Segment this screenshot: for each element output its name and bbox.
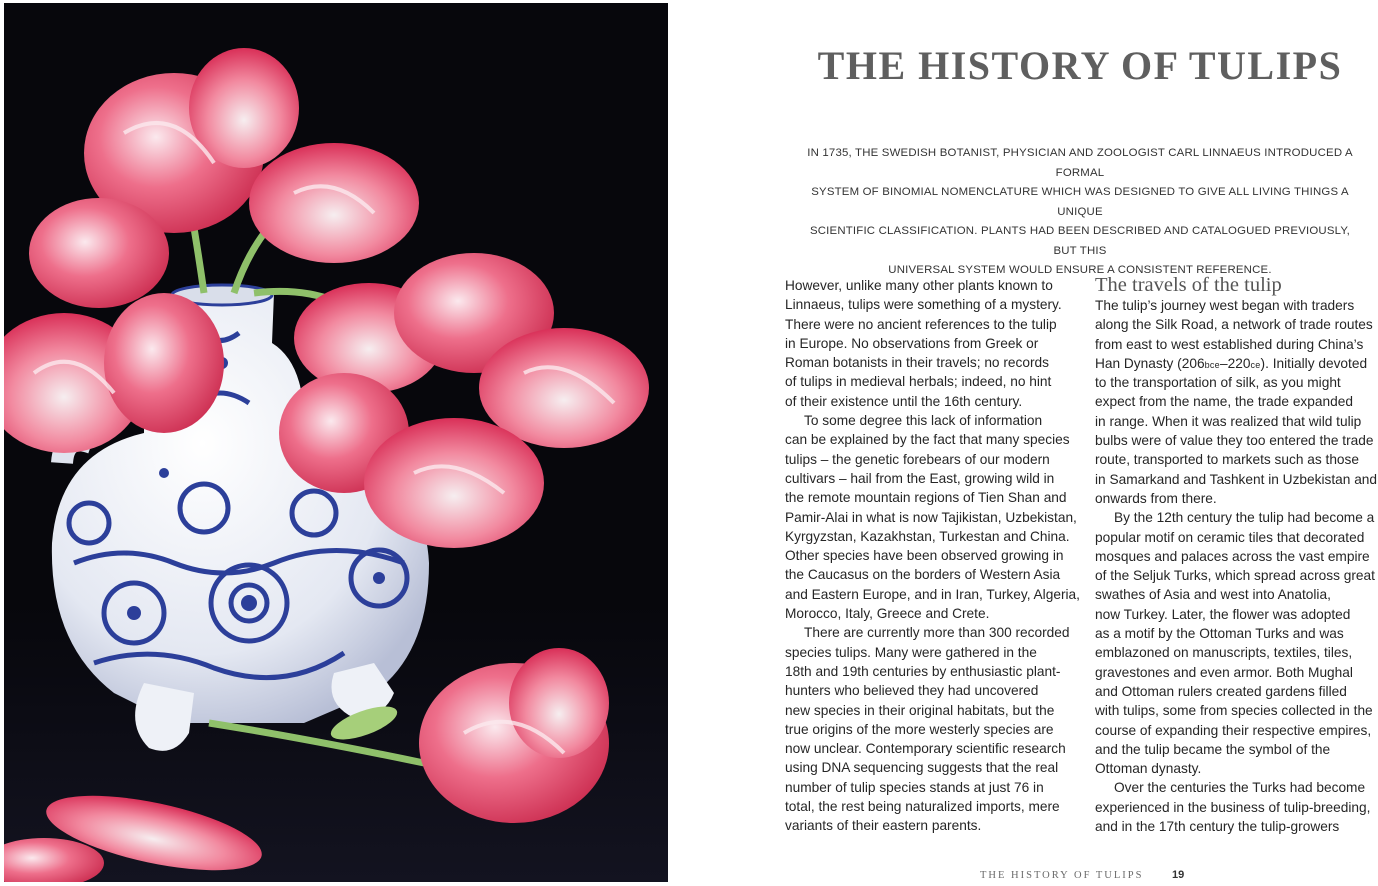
text-line: experienced in the business of tulip-breeding, — [1095, 799, 1371, 815]
text-line: and Eastern Europe, and in Iran, Turkey, Algeria, — [785, 586, 1080, 602]
text-line: from east to west established during China’s — [1095, 336, 1364, 352]
text-line: to the transportation of silk, as you might — [1095, 375, 1341, 391]
text-line: Linnaeus, tulips were something of a mystery. — [785, 297, 1062, 313]
text-line: Other species have been observed growing in — [785, 548, 1064, 564]
text-line: course of expanding their respective empires, — [1095, 722, 1372, 738]
text-line: 18th and 19th centuries by enthusiastic plant- — [785, 663, 1061, 679]
text-line: route, transported to markets such as those — [1095, 452, 1359, 468]
text-line: mosques and palaces across the vast empire — [1095, 548, 1370, 564]
text-line: bulbs were of value they too entered the trade — [1095, 433, 1374, 449]
text-line: in Europe. No observations from Greek or — [785, 335, 1039, 351]
page-number: 19 — [1172, 869, 1185, 881]
intro-line: UNIVERSAL SYSTEM WOULD ENSURE A CONSISTENT REFERENCE. — [888, 264, 1272, 276]
body-column-left — [785, 276, 1080, 836]
text-line: of tulips in medieval herbals; indeed, no hint — [785, 374, 1052, 390]
text-line: can be explained by the fact that many species — [785, 432, 1070, 448]
text-line: Morocco, Italy, Greece and Crete. — [785, 606, 990, 622]
text-line: using DNA sequencing suggests that the real — [785, 760, 1059, 776]
text-line: in range. When it was realized that wild tulip — [1095, 413, 1362, 429]
intro-line: IN 1735, THE SWEDISH BOTANIST, PHYSICIAN AND ZOOLOGIST CARL LINNAEUS INTRODUCED A FORMAL — [807, 147, 1353, 179]
running-head: THE HISTORY OF TULIPS — [980, 870, 1144, 881]
tulip-vase-photo — [4, 3, 668, 882]
text-line: tulips – the genetic forebears of our modern — [785, 451, 1050, 467]
text-line: total, the rest being naturalized imports, mere — [785, 799, 1060, 815]
text-line: Over the centuries the Turks had become — [1114, 780, 1366, 796]
text-line: The tulip’s journey west began with traders — [1095, 298, 1355, 313]
text-line: now unclear. Contemporary scientific research — [785, 741, 1066, 757]
text-line: Kyrgyzstan, Kazakhstan, Turkestan and China. — [785, 528, 1070, 544]
text-line: However, unlike many other plants known to — [785, 278, 1053, 293]
text-line: species tulips. Many were gathered in the — [785, 644, 1037, 660]
text-line: By the 12th century the tulip had become a — [1114, 510, 1375, 526]
text-line: hunters who believed they had uncovered — [785, 683, 1039, 699]
text-line: in Samarkand and Tashkent in Uzbekistan and — [1095, 471, 1378, 487]
page-title: THE HISTORY OF TULIPS — [817, 43, 1343, 88]
text-line: To some degree this lack of information — [804, 413, 1043, 429]
text-line: the remote mountain regions of Tien Shan and — [785, 490, 1067, 506]
tulip-illustration — [4, 3, 668, 882]
text-line: emblazoned on manuscripts, textiles, tiles, — [1095, 645, 1353, 661]
text-line: There were no ancient references to the tulip — [785, 316, 1057, 332]
intro-line: SCIENTIFIC CLASSIFICATION. PLANTS HAD BEEN DESCRIBED AND CATALOGUED PREVIOUSLY, BUT THIS — [809, 225, 1351, 257]
text-line: variants of their eastern parents. — [785, 818, 982, 834]
text-line: of the Seljuk Turks, which spread across great — [1095, 568, 1375, 584]
text-line: with tulips, some from species collected in the — [1095, 703, 1373, 719]
text-line: cultivars – hail from the East, growing wild in — [785, 470, 1055, 486]
text-line: Ottoman dynasty. — [1095, 761, 1202, 777]
intro-line: SYSTEM OF BINOMIAL NOMENCLATURE WHICH WAS DESIGNED TO GIVE ALL LIVING THINGS A UNIQUE — [811, 186, 1349, 218]
text-line: and Ottoman rulers created gardens filled — [1095, 683, 1347, 699]
text-line: true origins of the more westerly species are — [785, 721, 1054, 737]
text-line: the Caucasus on the borders of Western Asia — [785, 567, 1061, 583]
text-line: now Turkey. Later, the flower was adopted — [1095, 606, 1351, 622]
text-line: Pamir-Alai in what is now Tajikistan, Uzbekistan, — [785, 509, 1077, 525]
text-line: and the tulip became the symbol of the — [1095, 741, 1331, 757]
text-line: as a motif by the Ottoman Turks and was — [1095, 626, 1344, 642]
text-line: number of tulip species stands at just 76 in — [785, 779, 1044, 795]
text-line: of their existence until the 16th century. — [785, 393, 1023, 409]
text-line: Roman botanists in their travels; no records — [785, 355, 1049, 371]
text-line: There are currently more than 300 recorded — [804, 625, 1070, 641]
body-column-right — [1095, 276, 1378, 836]
intro-paragraph — [800, 144, 1360, 281]
text-line: popular motif on ceramic tiles that decorated — [1095, 529, 1365, 545]
text-line: new species in their original habitats, but the — [785, 702, 1055, 718]
text-line: onwards from there. — [1095, 490, 1217, 506]
section-subhead: The travels of the tulip — [1095, 274, 1282, 296]
text-line: along the Silk Road, a network of trade routes — [1095, 317, 1373, 333]
text-line: Han Dynasty (206bce–220ce). Initially devoted — [1095, 355, 1368, 371]
text-line: expect from the name, the trade expanded — [1095, 394, 1353, 410]
text-line: swathes of Asia and west into Anatolia, — [1095, 587, 1331, 603]
text-line: gravestones and even armor. Both Mughal — [1095, 664, 1353, 680]
text-line: and in the 17th century the tulip-growers — [1095, 819, 1340, 835]
